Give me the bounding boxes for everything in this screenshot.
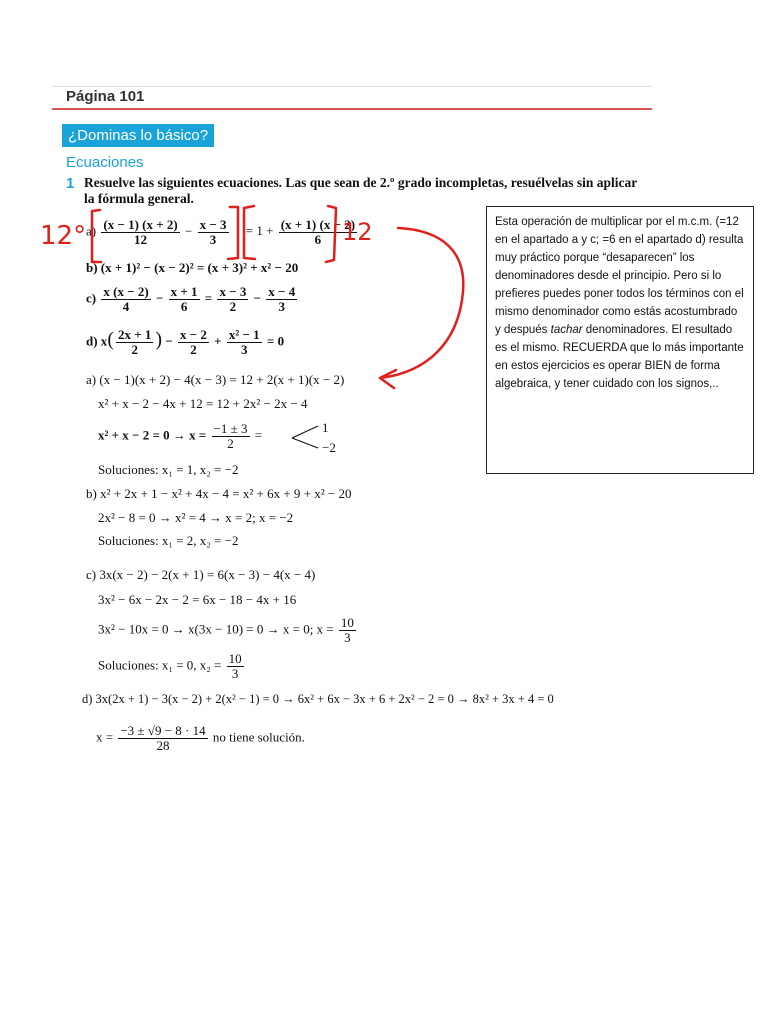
exercise-number: 1 — [66, 175, 75, 192]
note-box — [486, 206, 754, 474]
solution-d-line2: x = $\frac{-3 \pm √9 - 8 \cdot 14}{28}$ no tiene solución. — [96, 723, 305, 753]
root-1: 1 — [322, 420, 329, 435]
note-text-end: denominadores. El resultado es el mismo. RECUERDA que lo más importante en estos ejercicios es operar BIEN de forma algebraica, y tener cuidado con los signos,.. — [495, 324, 744, 390]
solution-c-result: Soluciones: x₁ = 0, x₂ = $\frac{10}{3}$ — [98, 651, 242, 681]
arrow-head — [380, 370, 396, 388]
fraction: $\frac{x (x - 2)}{4}$ — [103, 284, 149, 314]
equation-a: a) $\frac{(x - 1) (x + 2)}{12}$ − $\frac{x - 3}{3}$ = 1 + $\frac{(x + 1) (x - 2)}{6}$ — [86, 217, 356, 247]
equation-a-label: a) — [86, 223, 97, 239]
handwriting-left: 12° — [40, 221, 87, 251]
arrow-curve — [380, 228, 463, 378]
note-text: Esta operación de multiplicar por el m.c.m. (=12 en el apartado a y c; =6 en el apartado d) resulta muy práctico porque “desaparecen” los denominadores desde el principio. Pero si lo prefieres puedes poner todos los términos con el mismo denominador como estás acostumbrado y después — [495, 216, 744, 336]
fraction: $\frac{x - 2}{2}$ — [180, 327, 207, 357]
fraction: $\frac{x - 3}{3}$ — [199, 217, 227, 247]
fraction: $\frac{10}{3}$ — [340, 615, 354, 645]
solution-a-line2: x² + x − 2 − 4x + 12 = 12 + 2x² − 2x − 4 — [98, 396, 308, 411]
handwriting-right: 12 — [342, 218, 373, 246]
section-banner: ¿Dominas lo básico? — [62, 124, 214, 147]
solution-b-line2: 2x² − 8 = 0 → x² = 4 → x = 2; x = −2 — [98, 510, 294, 525]
solution-d-line1: d) 3x(2x + 1) − 3(x − 2) + 2(x² − 1) = 0 → 6x² + 6x − 3x + 6 + 2x² − 2 = 0 → 8x² + 3x + 4 = 0 — [82, 692, 554, 706]
top-rule — [52, 86, 652, 87]
fraction: $\frac{x + 1}{6}$ — [170, 284, 198, 314]
fraction: $\frac{-3 \pm √9 - 8 \cdot 14}{28}$ — [120, 723, 206, 753]
equation-b: b) (x + 1)² − (x − 2)² = (x + 3)² + x² − 20 — [86, 260, 299, 275]
section-title: Ecuaciones — [66, 154, 144, 171]
equation-d: d) x( $\frac{2x + 1}{2}$ ) − $\frac{x - 2}{2}$ + $\frac{\text{x² − 1}}{3}$ = 0 — [86, 327, 285, 357]
equation-c: c) $\frac{x (x - 2)}{4}$ − $\frac{x + 1}{6}$ = $\frac{x - 3}{2}$ − $\frac{x - 4}{3}$ — [86, 284, 296, 314]
solution-c-line1: c) 3x(x − 2) − 2(x + 1) = 6(x − 3) − 4(x − 4) — [86, 567, 316, 582]
solution-c-line3: 3x² − 10x = 0 → x(3x − 10) = 0 → x = 0; x = $\frac{10}{3}$ — [98, 615, 354, 645]
page-title: Página 101 — [66, 88, 145, 105]
fraction: $\frac{x - 3}{2}$ — [219, 284, 247, 314]
solution-c-line2: 3x² − 6x − 2x − 2 = 6x − 18 − 4x + 16 — [98, 592, 297, 607]
fraction: $\frac{-1 \pm 3}{2}$ — [213, 421, 248, 451]
solution-a-line1: a) (x − 1)(x + 2) − 4(x − 3) = 12 + 2(x + 1)(x − 2) — [86, 372, 345, 387]
exercise-instruction: Resuelve las siguientes ecuaciones. Las que sean de 2.º grado incompletas, resuélvelas sin aplicar la fórmula general. — [84, 175, 637, 206]
solution-b-result: Soluciones: x₁ = 2, x₂ = −2 — [98, 533, 239, 548]
fraction: $\frac{\text{x² − 1}}{3}$ — [228, 327, 260, 357]
solution-b-line1: b) x² + 2x + 1 − x² + 4x − 4 = x² + 6x + 9 + x² − 20 — [86, 486, 352, 501]
root-2: −2 — [322, 440, 336, 455]
title-rule — [52, 108, 652, 110]
fraction: $\frac{(x - 1) (x + 2)}{12}$ — [103, 217, 178, 247]
note-italic: tachar — [550, 324, 583, 336]
solution-a-line3: x² + x − 2 = 0 → x = $\frac{-1 \pm 3}{2}$ = — [98, 421, 263, 451]
fraction: $\frac{(x + 1) (x - 2)}{6}$ — [280, 217, 356, 247]
solution-a-result: Soluciones: x₁ = 1, x₂ = −2 — [98, 462, 239, 477]
fraction: $\frac{10}{3}$ — [228, 651, 242, 681]
fraction: $\frac{2x + 1}{2}$ — [117, 327, 152, 357]
fraction: $\frac{x - 4}{3}$ — [268, 284, 296, 314]
